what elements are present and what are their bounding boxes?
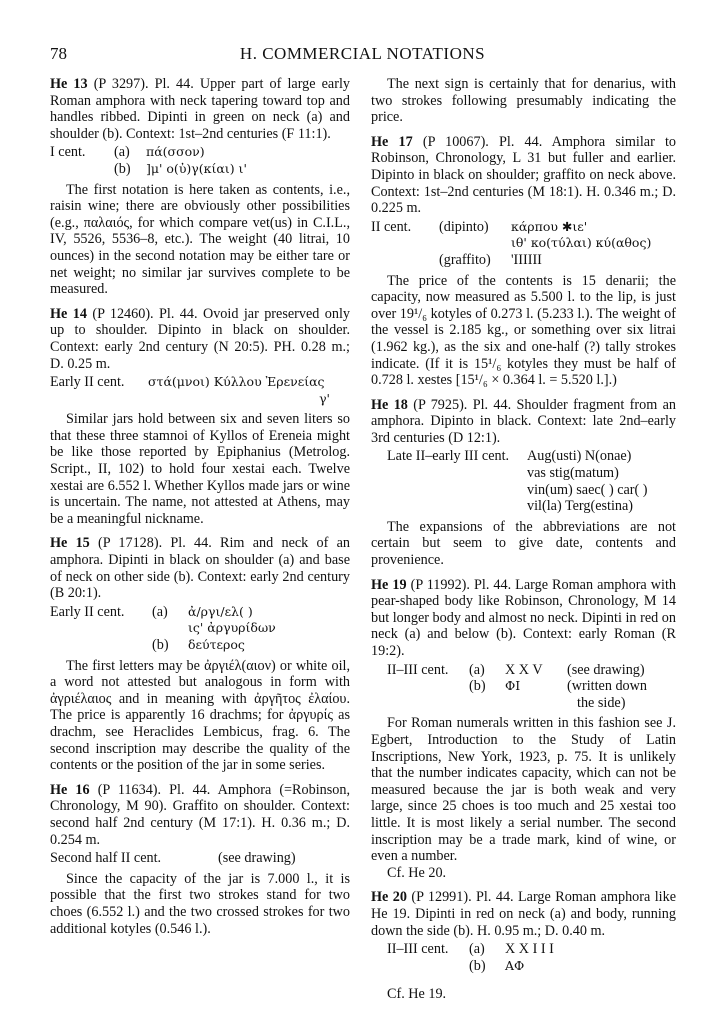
notation-note: (written down — [567, 678, 647, 695]
notation-label: (b) — [152, 637, 169, 653]
notation-date: Early II cent. — [50, 603, 125, 620]
notation-date: I cent. — [50, 144, 86, 161]
notation-text: πά(σσον) — [146, 144, 205, 160]
entry-heading: He 17 — [371, 133, 413, 150]
left-column — [50, 76, 350, 937]
entry-heading: He 15 — [50, 535, 90, 552]
notation-text: κάρπου ✱ιε' — [511, 218, 588, 234]
notation-he15 — [50, 604, 350, 654]
notation-note: (see drawing) — [567, 661, 645, 678]
notation-text: ιθ' κο(τύλαι) κύ(αθος) — [511, 235, 652, 251]
commentary: Since the capacity of the jar is 7.000 l., it is possible that the first two strokes stand for two choes (6.552 l.) and the two crossed strokes for two additional kotyles (0.546 l.). — [50, 870, 350, 937]
notation-label: (graffito) — [439, 251, 491, 268]
entry-heading: He 18 — [371, 396, 408, 413]
notation-note: the side) — [577, 694, 626, 711]
notation-date: II–III cent. — [387, 661, 449, 678]
running-title: H. COMMERCIAL NOTATIONS — [239, 44, 486, 63]
page-number: 78 — [50, 44, 67, 63]
notation-he13 — [50, 144, 350, 177]
notation-he20 — [371, 941, 676, 974]
notation-he14 — [50, 374, 350, 407]
notation-he17 — [371, 219, 676, 269]
notation-text: στά(μνοι) Κύλλου Ἐρενείας — [148, 374, 325, 390]
notation-text: vas stig(matum) — [527, 465, 619, 482]
notation-label: (a) — [152, 603, 168, 620]
entry-he14 — [50, 306, 350, 372]
entry-heading: He 19 — [371, 576, 407, 593]
entry-he16 — [50, 782, 350, 848]
entry-heading: He 16 — [50, 781, 90, 798]
commentary: For Roman numerals written in this fashion see J. Egbert, Introduction to the Study of Latin Inscriptions, New York, 1923, p. 75. It is unlikely that the number indicates capacity, which can not be measured because the jar is both weak and very large, since 25 choes is too much and 25 xestai too little. It is most likely a serial number. The second inscription may be a trade mark, kind of wine, or even a number. — [371, 715, 676, 865]
notation-text: (see drawing) — [218, 850, 296, 867]
notation-text: 'IIIIII — [511, 251, 542, 268]
notation-text: X X V — [505, 661, 543, 678]
notation-date: Second half II cent. — [50, 850, 162, 867]
entry-heading: He 13 — [50, 76, 88, 92]
notation-label: (a) — [469, 941, 485, 958]
notation-text: ις' ἀργυρίδων — [188, 620, 276, 636]
cross-reference: Cf. He 20. — [387, 864, 447, 881]
right-column — [371, 76, 676, 1003]
entry-description: (P 11634). Pl. 44. Amphora (=Robinson, Chronology, M 90). Graffito on shoulder. Context: second half 2nd century (M 17:1). H. 0.36 m.; D. 0.254 m. — [50, 781, 350, 848]
notation-label: (a) — [114, 144, 130, 161]
entry-description: (P 3297). Pl. 44. Upper part of large early Roman amphora with neck tapering toward top and handles ribbed. Dipinti in green on neck (a) and shoulder (b). Context: 1st–2nd centuries (F 11:1). — [50, 76, 350, 142]
notation-label: (b) — [469, 678, 486, 695]
notation-he19 — [371, 662, 676, 712]
entry-he19 — [371, 577, 676, 660]
entry-he18 — [371, 397, 676, 447]
commentary: The next sign is certainly that for denarius, with two strokes following presumably indicating the price. — [371, 76, 676, 126]
entry-description: (P 12460). Pl. 44. Ovoid jar preserved only up to shoulder. Dipinto in black on shoulder. Context: early 2nd century (N 20:5). PH. 0.28 m.; D. 0.25 m. — [50, 305, 350, 372]
notation-text: ΑΦ — [505, 957, 525, 973]
notation-text: ]μ' ο(ὐ)γ(κίαι) ι' — [146, 160, 247, 176]
commentary: The expansions of the abbreviations are not certain but seem to give date, contents and provenience. — [371, 518, 676, 569]
entry-description: (P 7925). Pl. 44. Shoulder fragment from an amphora. Dipinto in black. Context: late 2nd–early 3rd centuries (D 12:1). — [371, 396, 676, 446]
notation-label: (a) — [469, 661, 485, 678]
cross-reference: Cf. He 19. — [387, 986, 447, 1003]
notation-text: vin(um) saec( ) car( ) — [527, 481, 648, 498]
notation-label: (dipinto) — [439, 218, 489, 235]
entry-heading: He 20 — [371, 889, 407, 906]
notation-date: II–III cent. — [387, 941, 449, 958]
entry-heading: He 14 — [50, 305, 87, 322]
notation-date: Early II cent. — [50, 374, 125, 391]
notation-text: vil(la) Terg(estina) — [527, 498, 634, 515]
notation-label: (b) — [469, 957, 486, 974]
notation-he16 — [50, 850, 350, 867]
commentary: Similar jars hold between six and seven liters so that these three stamnoi of Kyllos of Ereneia might be like those reported by Epiphanius (Metrolog. Script., II, 102) to hold four xestai each. Twelve xestai are 6.552 l. Whether Kyllos made jars or wine is uncertain. The name, not attested at Athens, may be a meaningful nickname. — [50, 411, 350, 527]
commentary: The first letters may be ἀργιέλ(αιον) or white oil, a word not attested but analogous in form with ἀγριέλαιος and in meaning with ἀργῆτος ἐλαίου. The price is apparently 16 drachms; for ἀργυρίς as drachm, see Heraclides Lembicus, frag. 6. The second inscription may describe the quality of the contents or the position of the jar in some series. — [50, 657, 350, 774]
entry-description: (P 10067). Pl. 44. Amphora similar to Robinson, Chronology, L 31 but fuller and earlier. Dipinto in black on shoulder; graffito on neck above. Context: 1st–2nd centuries (M 18:1). H. 0.346 m.; D. 0.225 m. — [371, 133, 676, 217]
commentary: The first notation is here taken as contents, i.e., raisin wine; there are obviously other possibilities (e.g., παλαιός, for which compare vet(us) in C.I.L., IV, 5526, 5536–8, etc.). The weight (40 litrai, 10 ounces) in the second notation may be either tare or net weight; no similar jar survives complete to be measured. — [50, 181, 350, 298]
notation-text: γ' — [319, 390, 330, 406]
entry-he13 — [50, 76, 350, 142]
notation-text: ΦΙ — [505, 678, 521, 694]
entry-he17 — [371, 134, 676, 217]
notation-date: II cent. — [371, 218, 412, 235]
entry-he20 — [371, 889, 676, 939]
notation-text: X X I I I — [505, 941, 554, 958]
notation-he18 — [371, 448, 676, 514]
entry-description: (P 11992). Pl. 44. Large Roman amphora with pear-shaped body like Robinson, Chronology, M 14 but longer body and almost no neck. Dipinti in red on neck (a) and below (b). Context: early Roman (R 19:2). — [371, 576, 676, 659]
commentary: The price of the contents is 15 denarii; the capacity, now measured as 5.500 l. to the lip, is just over 19¹/₆ kotyles of 0.273 l. (5.233 l.). The weight of the vessel is 2.185 kg., or something over six litrai (1.962 kg.), as the six and one-half (?) tally strokes indicate. (If it is 15¹/₆ kotyles they must be half of 0.728 l. xestes [15¹/₆ × 0.364 l. = 5.520 l.].) — [371, 272, 676, 389]
notation-date: Late II–early III cent. — [387, 448, 510, 465]
entry-description: (P 12991). Pl. 44. Large Roman amphora like He 19. Dipinti in red on neck (a) and body, running down the side (b). H. 0.95 m.; D. 0.40 m. — [371, 889, 676, 939]
entry-he15 — [50, 535, 350, 601]
notation-text: ἀ/ργι/ελ( ) — [188, 603, 253, 619]
notation-text: Aug(usti) N(onae) — [527, 448, 632, 465]
notation-text: δεύτερος — [188, 637, 245, 652]
entry-description: (P 17128). Pl. 44. Rim and neck of an amphora. Dipinti in black on shoulder (a) and base of neck on other side (b). Context: early 2nd century (B 20:1). — [50, 535, 350, 602]
notation-label: (b) — [114, 160, 131, 177]
